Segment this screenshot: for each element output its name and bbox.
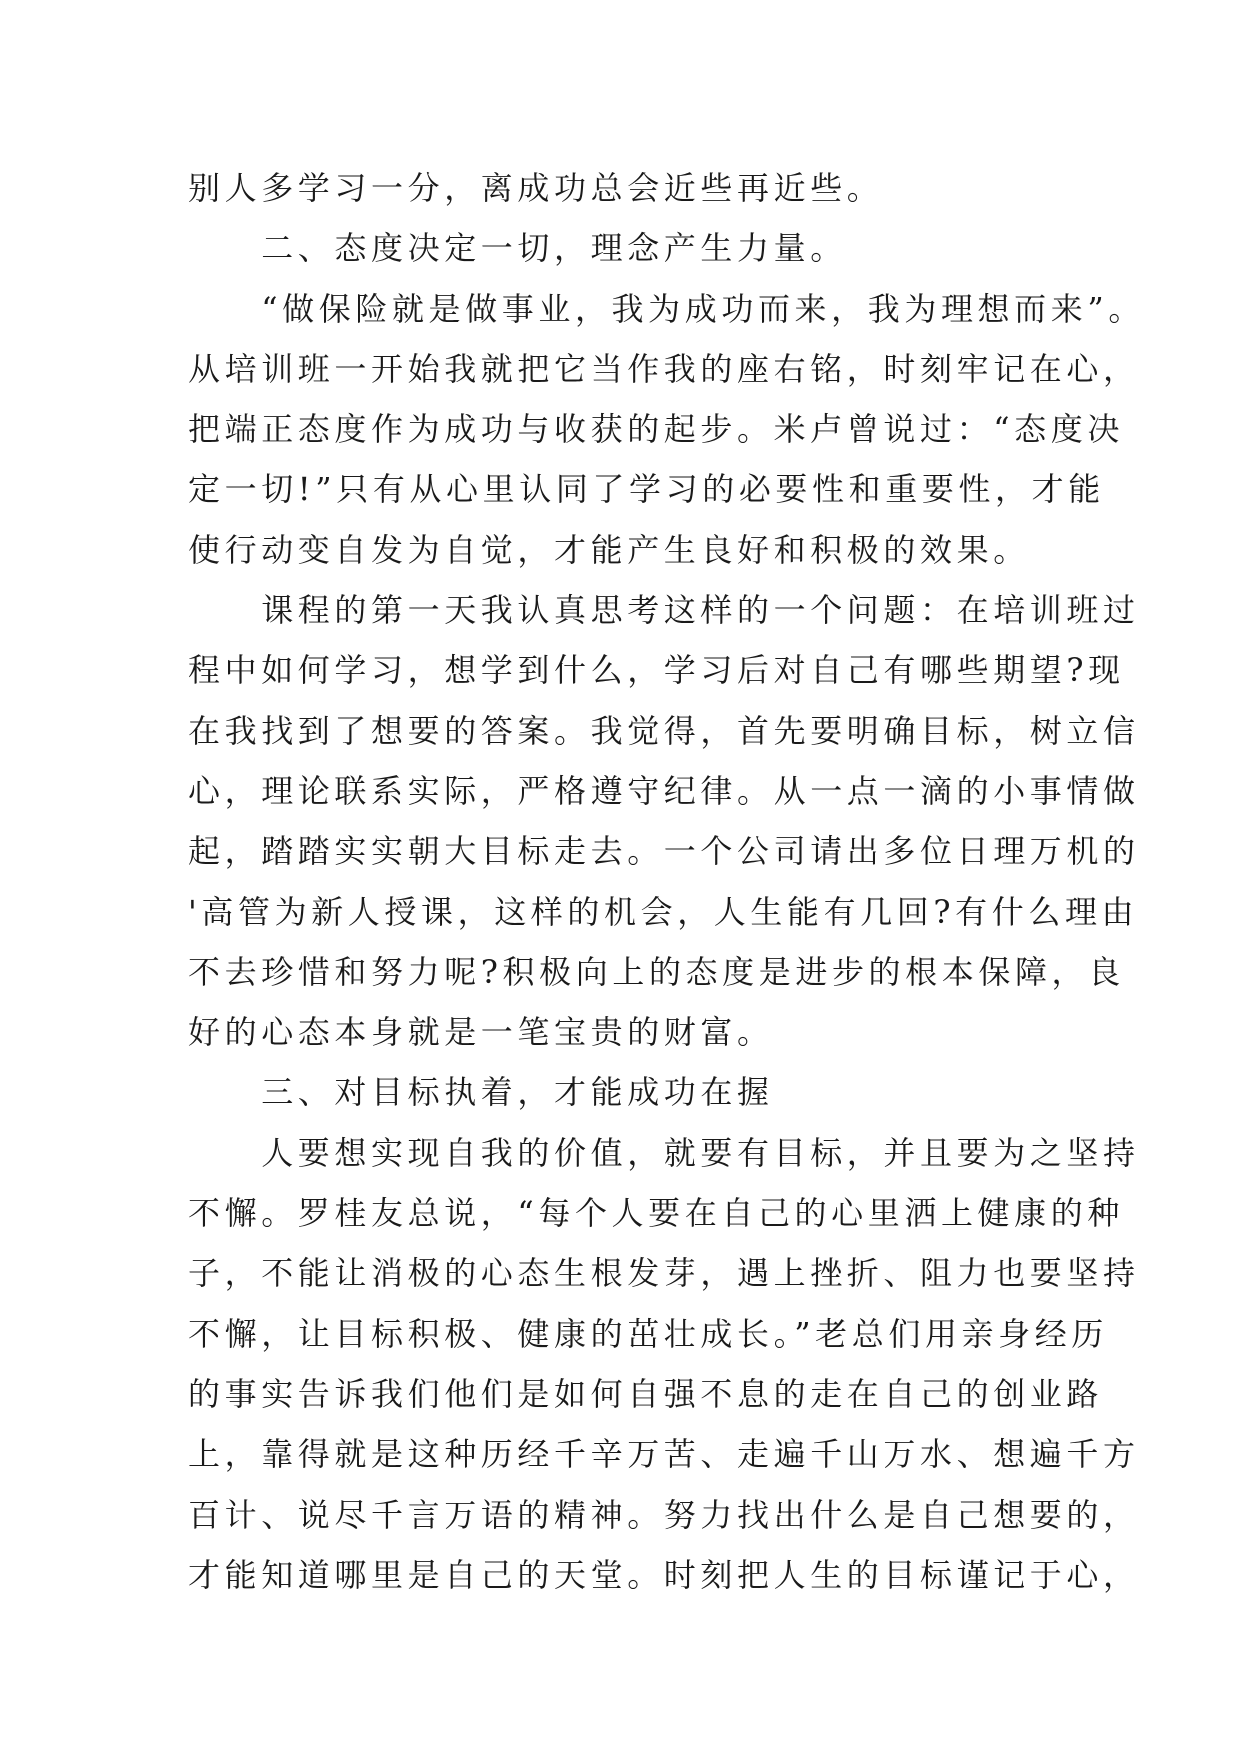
text-line: 定一切!”只有从心里认同了学习的必要性和重要性，才能 bbox=[188, 470, 1105, 509]
text-line: “做保险就是做事业，我为成功而来，我为理想而来”。 bbox=[188, 289, 1145, 328]
text-line: 把端正态度作为成功与收获的起步。米卢曾说过：“态度决 bbox=[188, 410, 1124, 449]
text-line: 课程的第一天我认真思考这样的一个问题：在培训班过 bbox=[188, 591, 1140, 630]
text-line: 从培训班一开始我就把它当作我的座右铭，时刻牢记在心， bbox=[188, 349, 1140, 388]
section-heading: 三、对目标执着，才能成功在握 bbox=[188, 1073, 774, 1112]
text-line: 好的心态本身就是一笔宝贵的财富。 bbox=[188, 1013, 774, 1052]
text-line: 程中如何学习，想学到什么，学习后对自己有哪些期望?现 bbox=[188, 651, 1125, 690]
text-line: 子，不能让消极的心态生根发芽，遇上挫折、阻力也要坚持 bbox=[188, 1254, 1140, 1293]
text-line: 使行动变自发为自觉，才能产生良好和积极的效果。 bbox=[188, 530, 1030, 569]
body-text bbox=[188, 158, 1145, 1605]
text-line: 人要想实现自我的价值，就要有目标，并且要为之坚持 bbox=[188, 1133, 1140, 1172]
text-line: 上，靠得就是这种历经千辛万苦、走遍千山万水、想遍千方 bbox=[188, 1435, 1140, 1474]
text-line: 才能知道哪里是自己的天堂。时刻把人生的目标谨记于心， bbox=[188, 1555, 1140, 1594]
text-line: 不懈。罗桂友总说，“每个人要在自己的心里洒上健康的种 bbox=[188, 1194, 1124, 1233]
text-line: 心，理论联系实际，严格遵守纪律。从一点一滴的小事情做 bbox=[188, 771, 1140, 810]
text-line: 不去珍惜和努力呢?积极向上的态度是进步的根本保障，良 bbox=[188, 952, 1125, 991]
text-line: 起，踏踏实实朝大目标走去。一个公司请出多位日理万机的 bbox=[188, 832, 1140, 871]
text-line: 的事实告诉我们他们是如何自强不息的走在自己的创业路 bbox=[188, 1374, 1104, 1413]
text-line: 在我找到了想要的答案。我觉得，首先要明确目标，树立信 bbox=[188, 711, 1140, 750]
text-line: 别人多学习一分，离成功总会近些再近些。 bbox=[188, 169, 884, 207]
text-line: '高管为新人授课，这样的机会，人生能有几回?有什么理由 bbox=[188, 892, 1139, 931]
section-heading: 二、态度决定一切，理念产生力量。 bbox=[188, 229, 847, 268]
text-line: 百计、说尽千言万语的精神。努力找出什么是自己想要的， bbox=[188, 1495, 1140, 1534]
text-line: 不懈，让目标积极、健康的茁壮成长。”老总们用亲身经历 bbox=[188, 1314, 1108, 1353]
